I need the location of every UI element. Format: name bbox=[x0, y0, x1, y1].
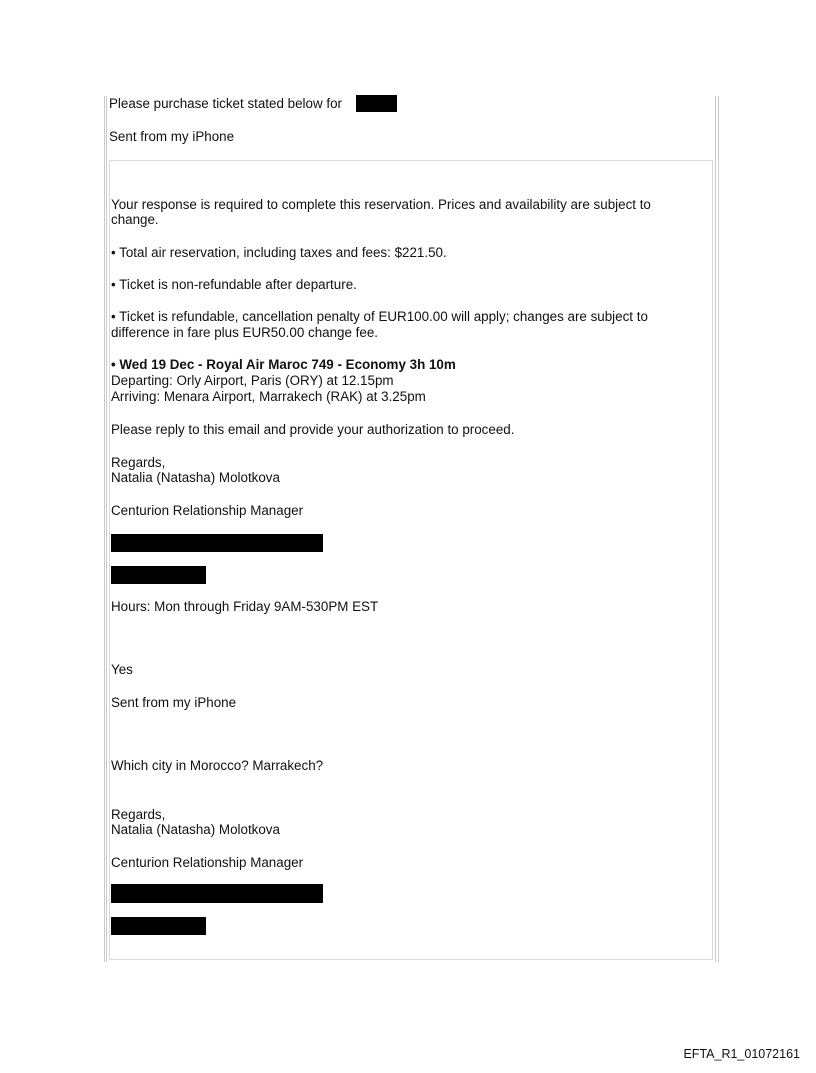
bullet-refund-line-2: difference in fare plus EUR50.00 change fee. bbox=[111, 325, 378, 340]
sent-from-iphone: Sent from my iPhone bbox=[109, 129, 235, 144]
bullet-total-fare: • Total air reservation, including taxes and fees: $221.50. bbox=[111, 245, 447, 260]
reply-yes: Yes bbox=[111, 662, 133, 677]
redaction-recipient bbox=[356, 95, 397, 112]
question-text: Which city in Morocco? Marrakech? bbox=[111, 758, 324, 773]
redaction-contact-3 bbox=[111, 884, 323, 903]
flight-arriving: Arriving: Menara Airport, Marrakech (RAK) at 3.25pm bbox=[111, 389, 426, 404]
redaction-contact-2 bbox=[111, 566, 206, 584]
quote-border-right bbox=[715, 96, 719, 962]
intro-line-2: change. bbox=[111, 212, 159, 227]
bullet-nonrefundable: • Ticket is non-refundable after departure. bbox=[111, 277, 357, 292]
signer-title: Centurion Relationship Manager bbox=[111, 503, 304, 518]
document-id: EFTA_R1_01072161 bbox=[683, 1047, 800, 1061]
signer-name: Natalia (Natasha) Molotkova bbox=[111, 470, 280, 485]
reply-sent-from-iphone: Sent from my iPhone bbox=[111, 695, 237, 710]
question-signer-title: Centurion Relationship Manager bbox=[111, 855, 304, 870]
hours: Hours: Mon through Friday 9AM-530PM EST bbox=[111, 599, 379, 614]
flight-departing: Departing: Orly Airport, Paris (ORY) at 12.15pm bbox=[111, 373, 394, 388]
quote-border-left bbox=[104, 96, 107, 962]
redaction-contact-1 bbox=[111, 534, 323, 552]
intro-line-1: Your response is required to complete this reservation. Prices and availability are subject to bbox=[111, 197, 651, 212]
question-regards: Regards, bbox=[111, 807, 166, 822]
reply-request: Please reply to this email and provide your authorization to proceed. bbox=[111, 422, 515, 437]
question-signer-name: Natalia (Natasha) Molotkova bbox=[111, 822, 280, 837]
redaction-contact-4 bbox=[111, 917, 206, 935]
regards: Regards, bbox=[111, 455, 166, 470]
request-line: Please purchase ticket stated below for bbox=[109, 96, 342, 111]
bullet-refund-line-1: • Ticket is refundable, cancellation penalty of EUR100.00 will apply; changes are subject to bbox=[111, 309, 648, 324]
flight-title: • Wed 19 Dec - Royal Air Maroc 749 - Economy 3h 10m bbox=[111, 357, 456, 372]
